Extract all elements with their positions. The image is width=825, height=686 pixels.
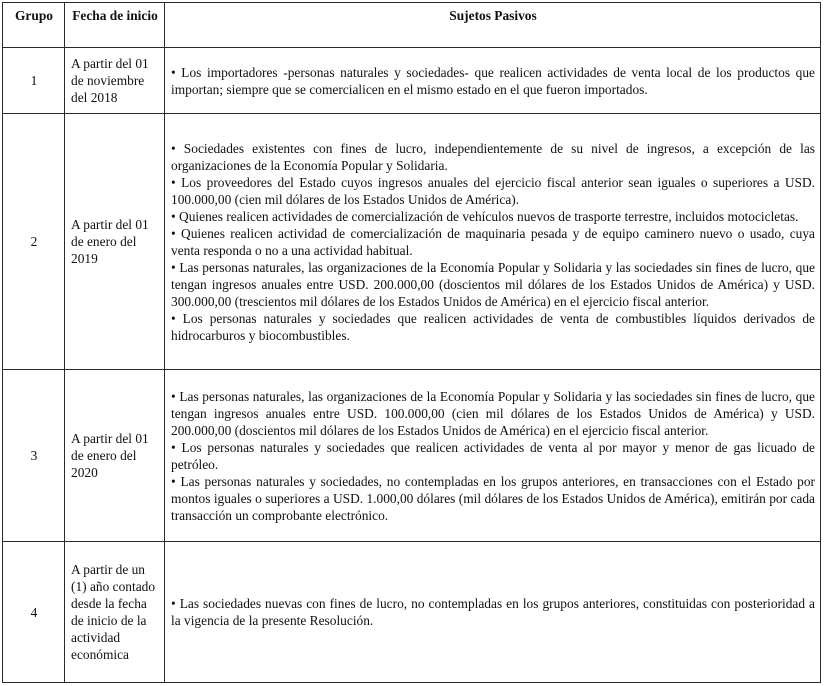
grupo-cell: 4 <box>3 542 65 683</box>
grupo-cell: 1 <box>3 48 65 114</box>
fecha-cell: A partir de un (1) año contado desde la fecha de inicio de la actividad económica <box>65 542 165 683</box>
list-item: • Las personas naturales, las organizaciones de la Economía Popular y Solidaria y las sociedades sin fines de lucro, que tengan ingresos anuales entre USD. 100.000,00 (cien mil dólares de los Estados Unidos de América) y USD. 200.000,00 (doscientos mil dólares de los Estados Unidos de América) en el ejercicio fiscal anterior. <box>171 388 815 438</box>
sujetos-cell <box>165 370 821 542</box>
fecha-cell: A partir del 01 de enero del 2019 <box>65 114 165 370</box>
list-item: • Quienes realicen actividades de comercialización de vehículos nuevos de trasporte terrestre, incluidos motocicletas. <box>171 208 799 224</box>
list-item: • Los proveedores del Estado cuyos ingresos anuales del ejercicio fiscal anterior sean iguales o superiores a USD. 100.000,00 (cien mil dólares de los Estados Unidos de América). <box>171 174 815 207</box>
list-item: • Los personas naturales y sociedades que realicen actividades de venta de combustibles líquidos derivados de hidrocarburos y biocombustibles. <box>171 310 815 343</box>
sujetos-cell <box>165 48 821 114</box>
header-sujetos-pasivos: Sujetos Pasivos <box>165 3 821 48</box>
grupo-cell: 3 <box>3 370 65 542</box>
header-fecha-inicio: Fecha de inicio <box>65 3 165 48</box>
list-item: • Las sociedades nuevas con fines de lucro, no contempladas en los grupos anteriores, constituidas con posterioridad a la vigencia de la presente Resolución. <box>171 596 815 628</box>
sujetos-cell <box>165 114 821 370</box>
header-grupo: Grupo <box>3 3 65 48</box>
fecha-cell: A partir del 01 de noviembre del 2018 <box>65 48 165 114</box>
table-row <box>3 370 821 542</box>
list-item: • Las personas naturales y sociedades, no contempladas en los grupos anteriores, en transacciones con el Estado por montos iguales o superiores a USD. 1.000,00 dólares (mil dólares de los Estados Unidos de América), emitirán por cada transacción un comprobante electrónico. <box>171 473 815 523</box>
sujetos-pasivos-table <box>2 2 821 683</box>
list-item: • Los importadores -personas naturales y sociedades- que realicen actividades de venta local de los productos que importan; siempre que se comercialicen en el mismo estado en el que fueron importados. <box>171 64 815 97</box>
grupo-cell: 2 <box>3 114 65 370</box>
fecha-cell: A partir del 01 de enero del 2020 <box>65 370 165 542</box>
sujetos-cell <box>165 542 821 683</box>
list-item: • Los personas naturales y sociedades que realicen actividades de venta al por mayor y menor de gas licuado de petróleo. <box>171 439 815 472</box>
table-row <box>3 114 821 370</box>
list-item: • Las personas naturales, las organizaciones de la Economía Popular y Solidaria y las sociedades sin fines de lucro, que tengan ingresos anuales entre USD. 200.000,00 (doscientos mil dólares de los Estados Unidos de América) y USD. 300.000,00 (trescientos mil dólares de los Estados Unidos de América) en el ejercicio fiscal anterior. <box>171 259 815 309</box>
table-row <box>3 48 821 114</box>
table-row <box>3 542 821 683</box>
list-item: • Quienes realicen actividad de comercialización de maquinaria pesada y de equipo caminero nuevo o usado, cuya venta responda o no a una actividad habitual. <box>171 225 815 258</box>
table-header-row <box>3 3 821 48</box>
list-item: • Sociedades existentes con fines de lucro, independientemente de su nivel de ingresos, a excepción de las organizaciones de la Economía Popular y Solidaria. <box>171 140 815 173</box>
